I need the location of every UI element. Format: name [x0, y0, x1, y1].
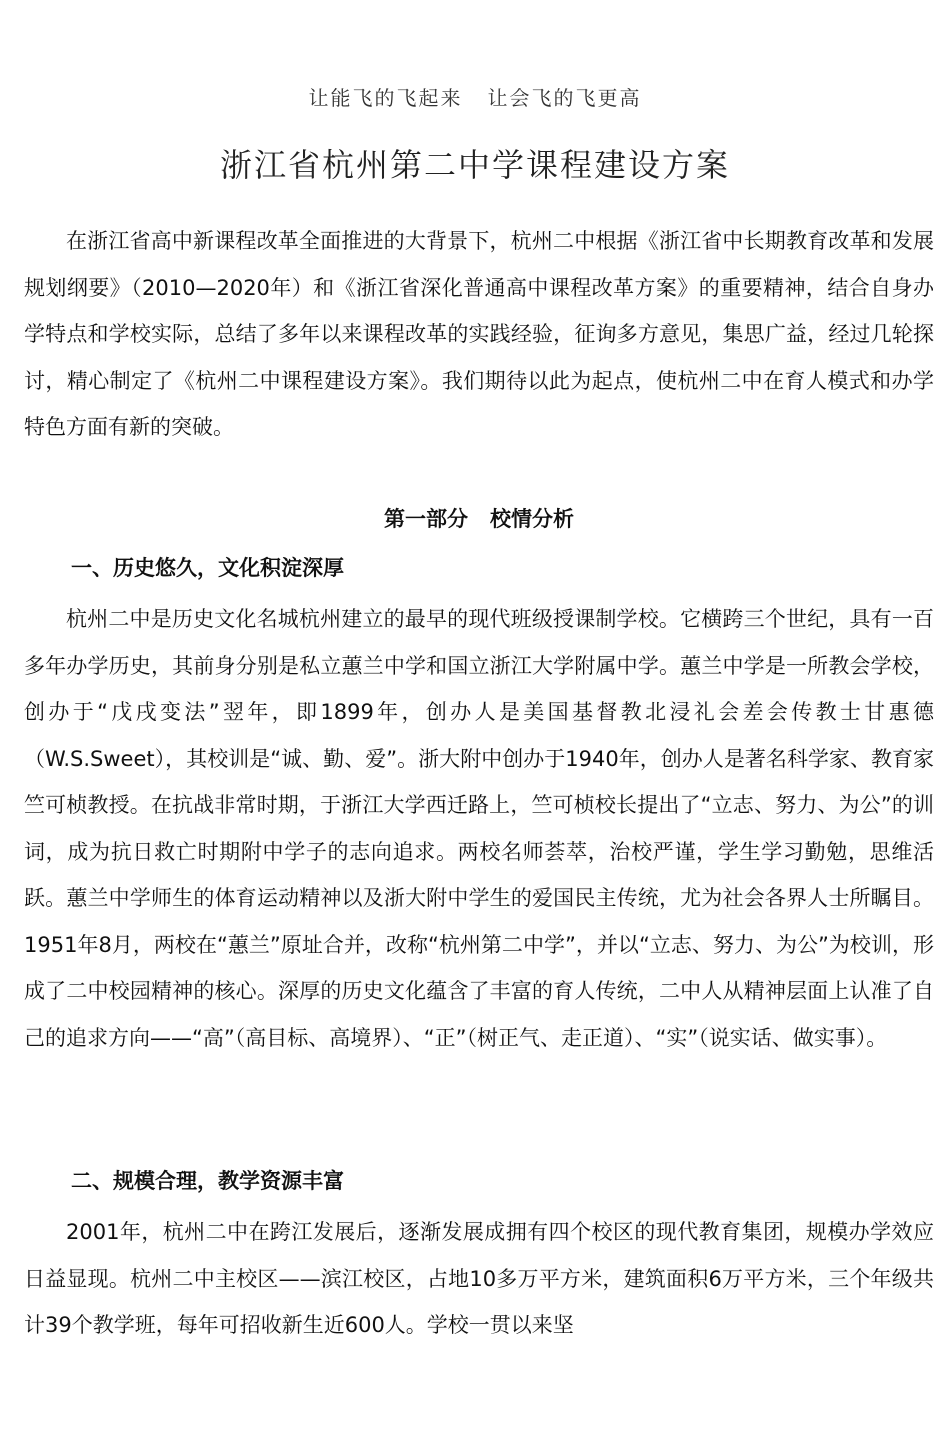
- intro-paragraph: 在浙江省高中新课程改革全面推进的大背景下，杭州二中根据《浙江省中长期教育改革和发展规划纲要》（2010—2020年）和《浙江省深化普通高中课程改革方案》的重要精神，结合自身办学特点和学校实际，总结了多年以来课程改革的实践经验，征询多方意见，集思广益，经过几轮探讨，精心制定了《杭州二中课程建设方案》。我们期待以此为起点，使杭州二中在育人模式和办学特色方面有新的突破。: [24, 229, 934, 439]
- section-heading-scale: 二、规模合理，教学资源丰富: [71, 1169, 344, 1193]
- part-heading: 第一部分 校情分析: [384, 507, 574, 531]
- section-heading-history: 一、历史悠久，文化积淀深厚: [71, 556, 344, 580]
- section-paragraph-scale: 2001年，杭州二中在跨江发展后，逐渐发展成拥有四个校区的现代教育集团，规模办学效应日益显现。杭州二中主校区——滨江校区，占地10多万平方米，建筑面积6万平方米，三个年级共计39个教学班，每年可招收新生近600人。学校一贯以来坚: [24, 1220, 934, 1337]
- document-title: 浙江省杭州第二中学课程建设方案: [219, 146, 730, 184]
- section-paragraph-history: 杭州二中是历史文化名城杭州建立的最早的现代班级授课制学校。它横跨三个世纪，具有一百多年办学历史，其前身分别是私立蕙兰中学和国立浙江大学附属中学。蕙兰中学是一所教会学校，创办于“戊戌变法”翌年，即1899年，创办人是美国基督教北浸礼会差会传教士甘惠德（W.S.Sweet），其校训是“诚、勤、爱”。浙大附中创办于1940年，创办人是著名科学家、教育家竺可桢教授。在抗战非常时期，于浙江大学西迁路上，竺可桢校长提出了“立志、努力、为公”的训词，成为抗日救亡时期附中学子的志向追求。两校名师荟萃，治校严谨，学生学习勤勉，思维活跃。蕙兰中学师生的体育运动精神以及浙大附中学生的爱国民主传统，尤为社会各界人士所瞩目。1951年8月，两校在“蕙兰”原址合并，改称“杭州第二中学”，并以“立志、努力、为公”为校训，形成了二中校园精神的核心。深厚的历史文化蕴含了丰富的育人传统，二中人从精神层面上认准了自己的追求方向——“高”（高目标、高境界）、“正”（树正气、走正道）、“实”（说实话、做实事）。: [24, 607, 934, 1050]
- header-motto: 让能飞的飞起来 让会飞的飞更高: [308, 86, 642, 110]
